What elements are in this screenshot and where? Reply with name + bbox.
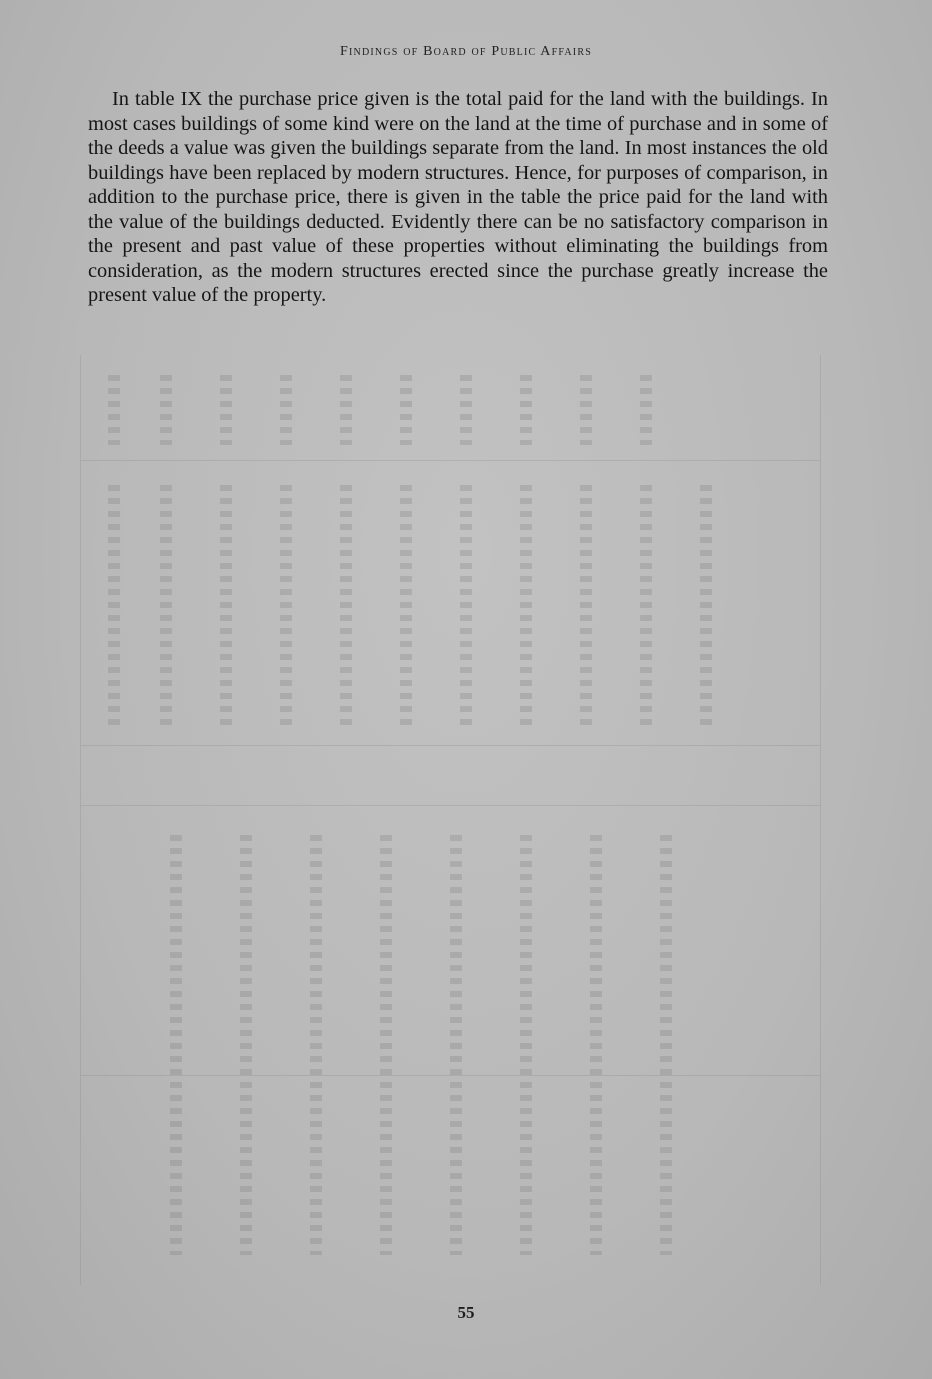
page-number: 55 (457, 1303, 475, 1322)
running-head: Findings of Board of Public Affairs (340, 44, 592, 59)
body-text (88, 87, 828, 308)
show-through-table (80, 355, 820, 1285)
paragraph: In table IX the purchase price given is the total paid for the land with the buildings. In most cases buildings of some kind were on the land at the time of purchase and in some of the deeds a value was given the buildings separate from the land. In most instances the old buildings have been replaced by modern structures. Hence, for purposes of comparison, in addition to the purchase price, there is given in the table the price paid for the land with the value of the buildings deducted. Evidently there can be no satisfactory comparison in the present and past value of these properties without eliminating the buildings from consideration, as the modern structures erected since the purchase greatly increase the present value of the property. (88, 88, 828, 306)
